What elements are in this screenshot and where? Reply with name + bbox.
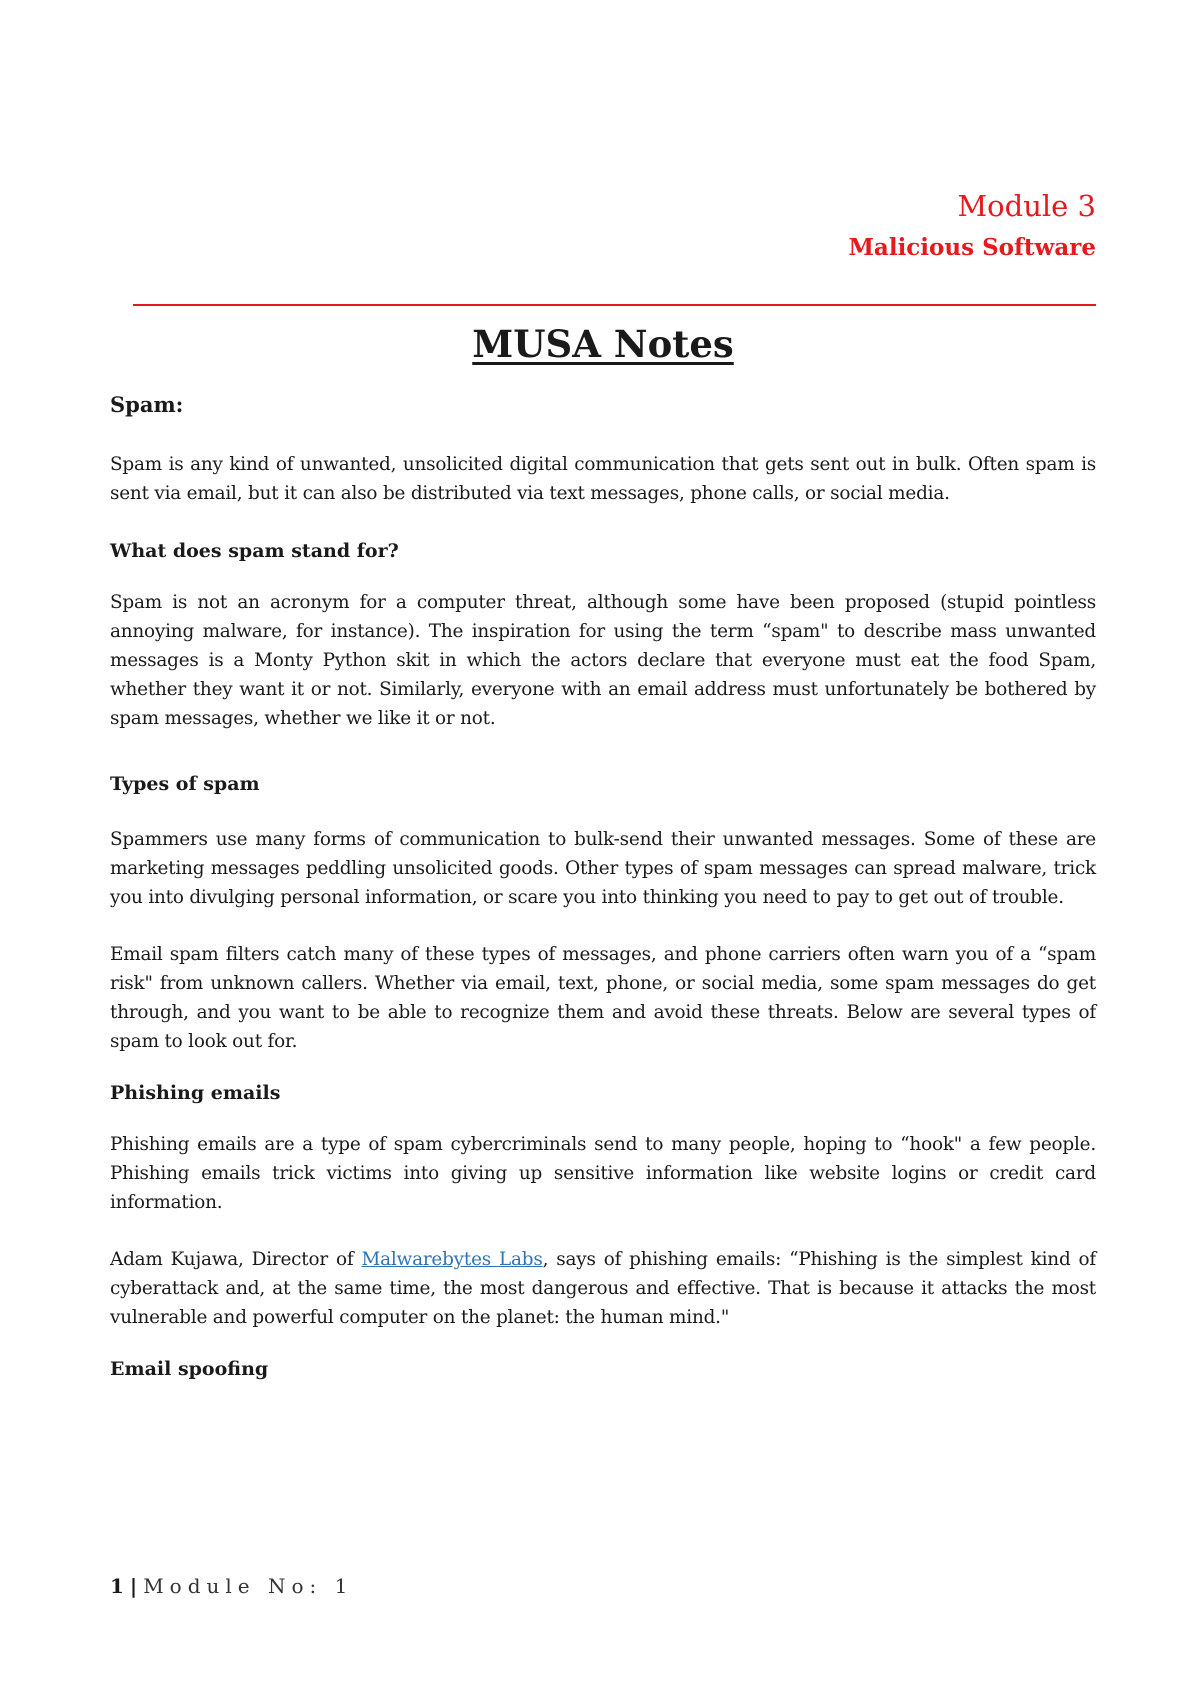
- document-body: [110, 318, 1096, 1406]
- paragraph-spam-origin: Spam is not an acronym for a computer threat, although some have been proposed (stupid pointless annoying malware, for instance). The inspiration for using the term “spam" to describe mass unwanted messages is a Monty Python skit in which the actors declare that everyone must eat the food Spam, whether they want it or not. Similarly, everyone with an email address must unfortunately be bothered by spam messages, whether we like it or not.: [110, 592, 1096, 729]
- page-title: MUSA Notes: [472, 322, 734, 366]
- paragraph-spam-definition: Spam is any kind of unwanted, unsolicited digital communication that gets sent out in bulk. Often spam is sent via email, but it can also be distributed via text messages, phone calls, or social media.: [110, 454, 1096, 504]
- quote-intro-text: Adam Kujawa, Director of: [110, 1249, 362, 1270]
- footer-module-label: Module No: 1: [143, 1574, 354, 1598]
- module-header: [848, 186, 1096, 266]
- page-footer: [110, 1571, 353, 1601]
- section-heading-types-of-spam: Types of spam: [110, 773, 260, 795]
- paragraph-phishing-definition: Phishing emails are a type of spam cybercriminals send to many people, hoping to “hook" a few people. Phishing emails trick victims into giving up sensitive information like website logins or credit card information.: [110, 1134, 1096, 1213]
- page-number: 1: [110, 1574, 124, 1598]
- section-heading-email-spoofing: Email spoofing: [110, 1358, 269, 1380]
- malwarebytes-labs-link[interactable]: Malwarebytes Labs: [361, 1249, 543, 1270]
- paragraph-spam-filters: Email spam filters catch many of these types of messages, and phone carriers often warn you of a “spam risk" from unknown callers. Whether via email, text, phone, or social media, some spam messages do get through, and you want to be able to recognize them and avoid these threats. Below are several types of spam to look out for.: [110, 944, 1096, 1052]
- module-subtitle: Malicious Software: [848, 234, 1096, 261]
- footer-separator: |: [129, 1574, 138, 1598]
- quote-text: , says of phishing emails: “Phishing is the simplest kind of cyberattack and, at the same time, the most dangerous and effective. That is because it attacks the most vulnerable and powerful computer on the planet: the human mind.": [110, 1249, 1097, 1328]
- paragraph-phishing-quote: [110, 1245, 1096, 1332]
- paragraph-spam-types-intro: Spammers use many forms of communication to bulk-send their unwanted messages. Some of these are marketing messages peddling unsolicited goods. Other types of spam messages can spread malware, trick you into divulging personal information, or scare you into thinking you need to pay to get out of trouble.: [110, 829, 1096, 908]
- module-title: Module 3: [957, 189, 1096, 223]
- section-heading-what-spam-stands-for: What does spam stand for?: [110, 540, 399, 562]
- section-heading-phishing-emails: Phishing emails: [110, 1082, 281, 1104]
- section-heading-spam: Spam:: [110, 392, 184, 417]
- header-divider: [133, 304, 1096, 306]
